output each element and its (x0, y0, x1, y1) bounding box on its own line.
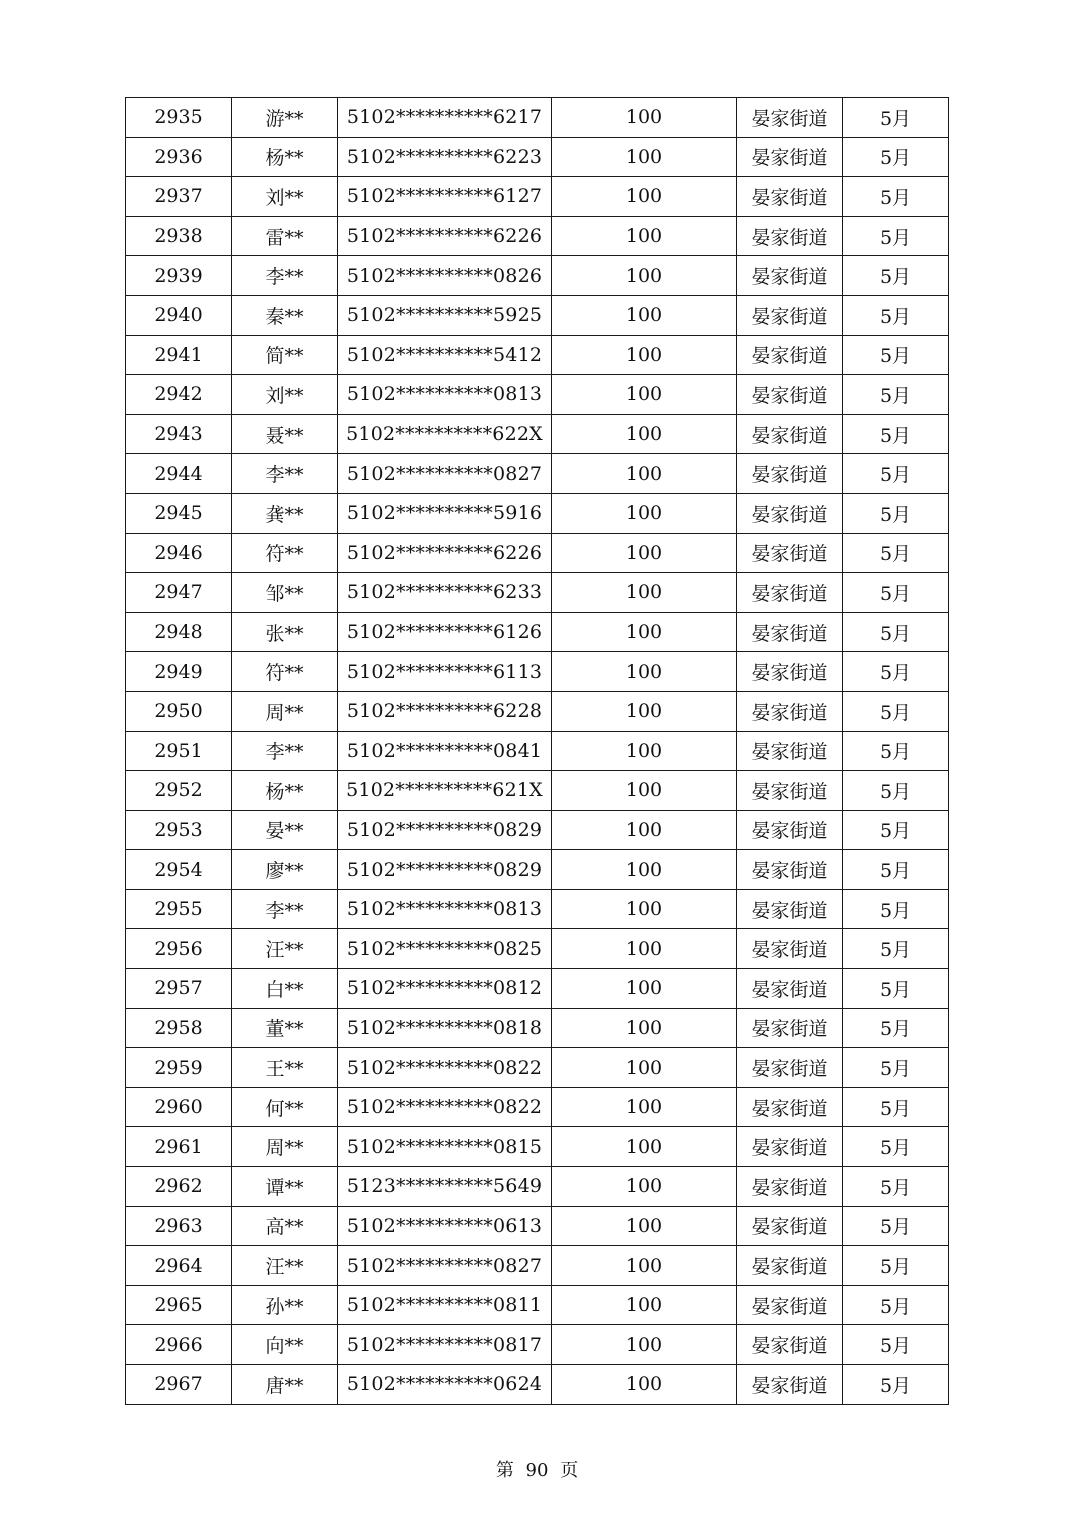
id-number-cell: 5102**********0841 (338, 731, 552, 771)
serial-number-cell: 2965 (126, 1285, 232, 1325)
name-cell: 汪** (232, 929, 338, 969)
month-cell: 5月 (843, 691, 949, 731)
name-cell: 刘** (232, 375, 338, 415)
id-number-cell: 5102**********0822 (338, 1048, 552, 1088)
table-row (126, 137, 949, 177)
serial-number-cell: 2967 (126, 1365, 232, 1405)
month-cell: 5月 (843, 256, 949, 296)
serial-number-cell: 2960 (126, 1087, 232, 1127)
table-row (126, 969, 949, 1009)
serial-number-cell: 2940 (126, 295, 232, 335)
id-number-cell: 5102**********0829 (338, 810, 552, 850)
name-cell: 廖** (232, 850, 338, 890)
serial-number-cell: 2948 (126, 612, 232, 652)
amount-cell: 100 (552, 810, 737, 850)
name-cell: 符** (232, 533, 338, 573)
id-number-cell: 5102**********0813 (338, 375, 552, 415)
table-row (126, 929, 949, 969)
month-cell: 5月 (843, 850, 949, 890)
serial-number-cell: 2941 (126, 335, 232, 375)
serial-number-cell: 2944 (126, 454, 232, 494)
table-row (126, 1206, 949, 1246)
serial-number-cell: 2949 (126, 652, 232, 692)
amount-cell: 100 (552, 295, 737, 335)
month-cell: 5月 (843, 335, 949, 375)
amount-cell: 100 (552, 137, 737, 177)
records-table (125, 97, 949, 1405)
table-row (126, 691, 949, 731)
id-number-cell: 5102**********0813 (338, 889, 552, 929)
page-number: 90 (525, 1460, 549, 1481)
month-cell: 5月 (843, 889, 949, 929)
name-cell: 谭** (232, 1167, 338, 1207)
street-cell: 晏家街道 (737, 810, 843, 850)
month-cell: 5月 (843, 929, 949, 969)
id-number-cell: 5102**********6233 (338, 573, 552, 613)
amount-cell: 100 (552, 375, 737, 415)
month-cell: 5月 (843, 414, 949, 454)
id-number-cell: 5102**********0818 (338, 1008, 552, 1048)
street-cell: 晏家街道 (737, 375, 843, 415)
serial-number-cell: 2956 (126, 929, 232, 969)
name-cell: 李** (232, 889, 338, 929)
name-cell: 周** (232, 1127, 338, 1167)
month-cell: 5月 (843, 1285, 949, 1325)
table-row (126, 771, 949, 811)
street-cell: 晏家街道 (737, 98, 843, 138)
table-row (126, 1167, 949, 1207)
name-cell: 董** (232, 1008, 338, 1048)
table-row (126, 810, 949, 850)
amount-cell: 100 (552, 335, 737, 375)
amount-cell: 100 (552, 889, 737, 929)
street-cell: 晏家街道 (737, 1087, 843, 1127)
street-cell: 晏家街道 (737, 1285, 843, 1325)
street-cell: 晏家街道 (737, 414, 843, 454)
street-cell: 晏家街道 (737, 533, 843, 573)
name-cell: 晏** (232, 810, 338, 850)
amount-cell: 100 (552, 850, 737, 890)
table-row (126, 493, 949, 533)
amount-cell: 100 (552, 573, 737, 613)
id-number-cell: 5102**********6226 (338, 533, 552, 573)
street-cell: 晏家街道 (737, 1325, 843, 1365)
serial-number-cell: 2950 (126, 691, 232, 731)
amount-cell: 100 (552, 1285, 737, 1325)
street-cell: 晏家街道 (737, 1365, 843, 1405)
month-cell: 5月 (843, 573, 949, 613)
month-cell: 5月 (843, 1048, 949, 1088)
amount-cell: 100 (552, 1087, 737, 1127)
month-cell: 5月 (843, 137, 949, 177)
month-cell: 5月 (843, 295, 949, 335)
street-cell: 晏家街道 (737, 256, 843, 296)
name-cell: 秦** (232, 295, 338, 335)
amount-cell: 100 (552, 533, 737, 573)
street-cell: 晏家街道 (737, 1008, 843, 1048)
table-row (126, 1325, 949, 1365)
street-cell: 晏家街道 (737, 1206, 843, 1246)
serial-number-cell: 2951 (126, 731, 232, 771)
street-cell: 晏家街道 (737, 969, 843, 1009)
month-cell: 5月 (843, 216, 949, 256)
street-cell: 晏家街道 (737, 1127, 843, 1167)
amount-cell: 100 (552, 1167, 737, 1207)
id-number-cell: 5102**********6127 (338, 177, 552, 217)
street-cell: 晏家街道 (737, 216, 843, 256)
serial-number-cell: 2952 (126, 771, 232, 811)
name-cell: 杨** (232, 137, 338, 177)
name-cell: 李** (232, 454, 338, 494)
table-row (126, 573, 949, 613)
month-cell: 5月 (843, 1127, 949, 1167)
street-cell: 晏家街道 (737, 771, 843, 811)
serial-number-cell: 2943 (126, 414, 232, 454)
records-table-body (126, 98, 949, 1405)
table-row (126, 1127, 949, 1167)
serial-number-cell: 2938 (126, 216, 232, 256)
month-cell: 5月 (843, 1325, 949, 1365)
month-cell: 5月 (843, 1206, 949, 1246)
amount-cell: 100 (552, 493, 737, 533)
id-number-cell: 5102**********0827 (338, 1246, 552, 1286)
id-number-cell: 5102**********6228 (338, 691, 552, 731)
name-cell: 游** (232, 98, 338, 138)
street-cell: 晏家街道 (737, 731, 843, 771)
serial-number-cell: 2957 (126, 969, 232, 1009)
id-number-cell: 5123**********5649 (338, 1167, 552, 1207)
street-cell: 晏家街道 (737, 1246, 843, 1286)
street-cell: 晏家街道 (737, 612, 843, 652)
street-cell: 晏家街道 (737, 1048, 843, 1088)
table-row (126, 454, 949, 494)
page-label-suffix: 页 (560, 1460, 579, 1481)
name-cell: 何** (232, 1087, 338, 1127)
name-cell: 杨** (232, 771, 338, 811)
name-cell: 张** (232, 612, 338, 652)
amount-cell: 100 (552, 612, 737, 652)
serial-number-cell: 2958 (126, 1008, 232, 1048)
serial-number-cell: 2953 (126, 810, 232, 850)
amount-cell: 100 (552, 1127, 737, 1167)
street-cell: 晏家街道 (737, 889, 843, 929)
serial-number-cell: 2955 (126, 889, 232, 929)
month-cell: 5月 (843, 810, 949, 850)
amount-cell: 100 (552, 652, 737, 692)
serial-number-cell: 2964 (126, 1246, 232, 1286)
street-cell: 晏家街道 (737, 493, 843, 533)
month-cell: 5月 (843, 177, 949, 217)
month-cell: 5月 (843, 1087, 949, 1127)
month-cell: 5月 (843, 731, 949, 771)
id-number-cell: 5102**********621X (338, 771, 552, 811)
month-cell: 5月 (843, 771, 949, 811)
amount-cell: 100 (552, 1325, 737, 1365)
month-cell: 5月 (843, 969, 949, 1009)
amount-cell: 100 (552, 969, 737, 1009)
id-number-cell: 5102**********0822 (338, 1087, 552, 1127)
serial-number-cell: 2963 (126, 1206, 232, 1246)
serial-number-cell: 2936 (126, 137, 232, 177)
amount-cell: 100 (552, 771, 737, 811)
amount-cell: 100 (552, 216, 737, 256)
name-cell: 白** (232, 969, 338, 1009)
id-number-cell: 5102**********0811 (338, 1285, 552, 1325)
serial-number-cell: 2966 (126, 1325, 232, 1365)
month-cell: 5月 (843, 98, 949, 138)
name-cell: 简** (232, 335, 338, 375)
name-cell: 聂** (232, 414, 338, 454)
table-row (126, 1048, 949, 1088)
id-number-cell: 5102**********0829 (338, 850, 552, 890)
id-number-cell: 5102**********0826 (338, 256, 552, 296)
street-cell: 晏家街道 (737, 177, 843, 217)
amount-cell: 100 (552, 1048, 737, 1088)
amount-cell: 100 (552, 98, 737, 138)
id-number-cell: 5102**********0624 (338, 1365, 552, 1405)
serial-number-cell: 2939 (126, 256, 232, 296)
amount-cell: 100 (552, 1206, 737, 1246)
id-number-cell: 5102**********0817 (338, 1325, 552, 1365)
id-number-cell: 5102**********5412 (338, 335, 552, 375)
month-cell: 5月 (843, 612, 949, 652)
table-row (126, 731, 949, 771)
street-cell: 晏家街道 (737, 1167, 843, 1207)
month-cell: 5月 (843, 493, 949, 533)
name-cell: 孙** (232, 1285, 338, 1325)
name-cell: 刘** (232, 177, 338, 217)
street-cell: 晏家街道 (737, 850, 843, 890)
name-cell: 王** (232, 1048, 338, 1088)
month-cell: 5月 (843, 1167, 949, 1207)
name-cell: 李** (232, 731, 338, 771)
serial-number-cell: 2937 (126, 177, 232, 217)
amount-cell: 100 (552, 454, 737, 494)
serial-number-cell: 2945 (126, 493, 232, 533)
street-cell: 晏家街道 (737, 295, 843, 335)
amount-cell: 100 (552, 1246, 737, 1286)
serial-number-cell: 2935 (126, 98, 232, 138)
month-cell: 5月 (843, 1008, 949, 1048)
month-cell: 5月 (843, 533, 949, 573)
page-footer (0, 1456, 1074, 1482)
id-number-cell: 5102**********6113 (338, 652, 552, 692)
name-cell: 汪** (232, 1246, 338, 1286)
amount-cell: 100 (552, 1365, 737, 1405)
street-cell: 晏家街道 (737, 691, 843, 731)
serial-number-cell: 2961 (126, 1127, 232, 1167)
id-number-cell: 5102**********622X (338, 414, 552, 454)
serial-number-cell: 2947 (126, 573, 232, 613)
table-row (126, 533, 949, 573)
table-row (126, 216, 949, 256)
month-cell: 5月 (843, 1246, 949, 1286)
id-number-cell: 5102**********6226 (338, 216, 552, 256)
page-label-prefix: 第 (495, 1460, 514, 1481)
id-number-cell: 5102**********6126 (338, 612, 552, 652)
id-number-cell: 5102**********5925 (338, 295, 552, 335)
table-row (126, 612, 949, 652)
table-row (126, 1365, 949, 1405)
table-row (126, 1285, 949, 1325)
month-cell: 5月 (843, 1365, 949, 1405)
street-cell: 晏家街道 (737, 335, 843, 375)
name-cell: 高** (232, 1206, 338, 1246)
name-cell: 龚** (232, 493, 338, 533)
table-row (126, 1008, 949, 1048)
name-cell: 雷** (232, 216, 338, 256)
month-cell: 5月 (843, 652, 949, 692)
amount-cell: 100 (552, 691, 737, 731)
amount-cell: 100 (552, 731, 737, 771)
table-row (126, 295, 949, 335)
name-cell: 邹** (232, 573, 338, 613)
table-row (126, 177, 949, 217)
name-cell: 符** (232, 652, 338, 692)
serial-number-cell: 2946 (126, 533, 232, 573)
id-number-cell: 5102**********5916 (338, 493, 552, 533)
table-row (126, 850, 949, 890)
month-cell: 5月 (843, 375, 949, 415)
name-cell: 李** (232, 256, 338, 296)
name-cell: 周** (232, 691, 338, 731)
name-cell: 向** (232, 1325, 338, 1365)
street-cell: 晏家街道 (737, 929, 843, 969)
amount-cell: 100 (552, 1008, 737, 1048)
serial-number-cell: 2959 (126, 1048, 232, 1088)
amount-cell: 100 (552, 256, 737, 296)
id-number-cell: 5102**********0613 (338, 1206, 552, 1246)
serial-number-cell: 2962 (126, 1167, 232, 1207)
table-row (126, 414, 949, 454)
amount-cell: 100 (552, 929, 737, 969)
name-cell: 唐** (232, 1365, 338, 1405)
id-number-cell: 5102**********6217 (338, 98, 552, 138)
street-cell: 晏家街道 (737, 573, 843, 613)
serial-number-cell: 2942 (126, 375, 232, 415)
table-row (126, 375, 949, 415)
id-number-cell: 5102**********0812 (338, 969, 552, 1009)
table-row (126, 889, 949, 929)
table-row (126, 1087, 949, 1127)
month-cell: 5月 (843, 454, 949, 494)
table-row (126, 335, 949, 375)
table-row (126, 652, 949, 692)
id-number-cell: 5102**********0827 (338, 454, 552, 494)
serial-number-cell: 2954 (126, 850, 232, 890)
amount-cell: 100 (552, 177, 737, 217)
id-number-cell: 5102**********0815 (338, 1127, 552, 1167)
amount-cell: 100 (552, 414, 737, 454)
id-number-cell: 5102**********0825 (338, 929, 552, 969)
table-row (126, 98, 949, 138)
table-row (126, 256, 949, 296)
street-cell: 晏家街道 (737, 454, 843, 494)
street-cell: 晏家街道 (737, 137, 843, 177)
street-cell: 晏家街道 (737, 652, 843, 692)
table-row (126, 1246, 949, 1286)
id-number-cell: 5102**********6223 (338, 137, 552, 177)
